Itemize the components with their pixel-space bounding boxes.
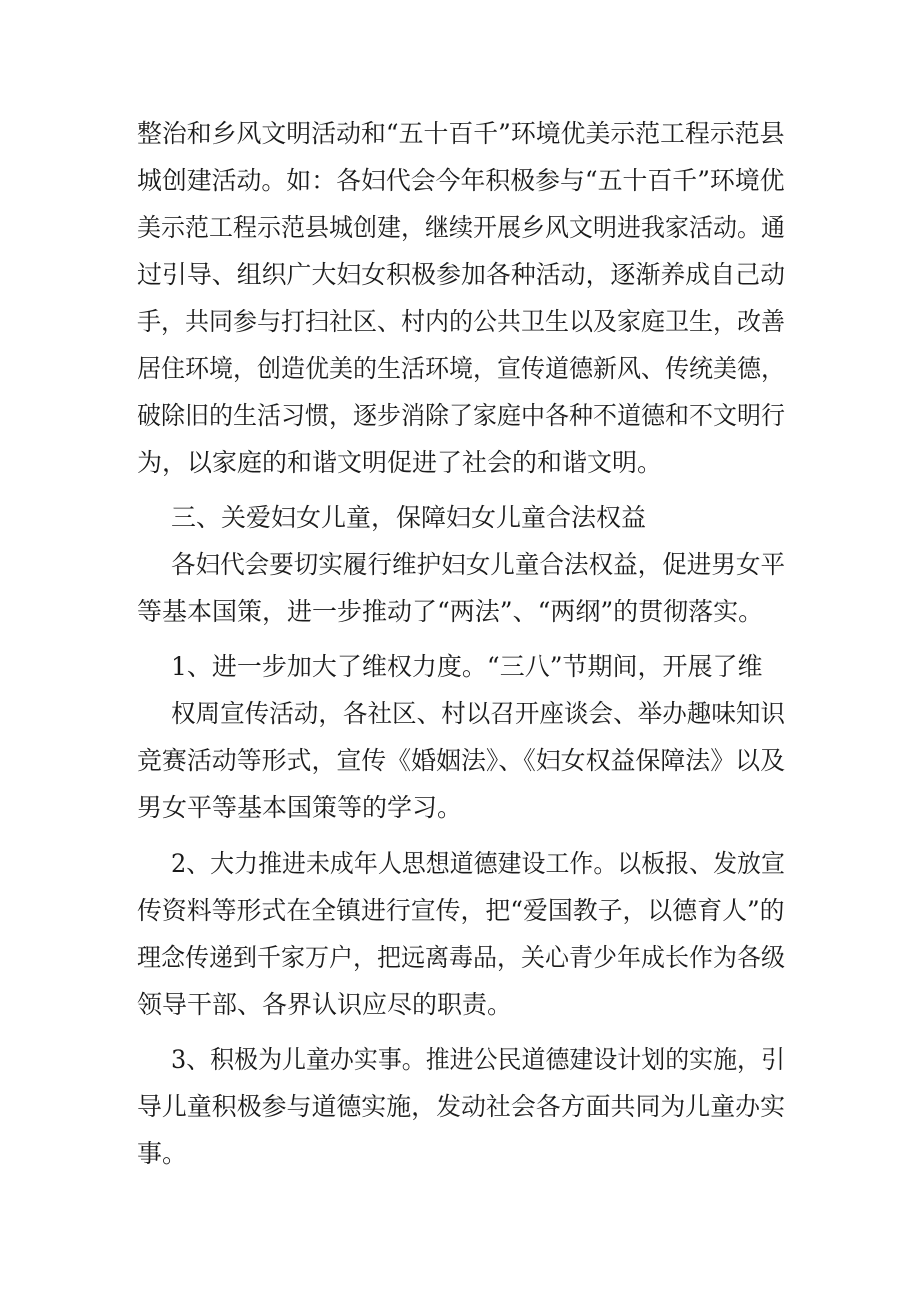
text-line: 各妇代会要切实履行维护妇女儿童合法权益，促进男女平 (171, 550, 786, 579)
text-line: 理念传递到千家万户，把远离毒品，关心青少年成长作为各级 (137, 943, 786, 972)
text-line: 城创建活动。如：各妇代会今年积极参与“五十百千”环境优 (137, 166, 785, 195)
text-line: 等基本国策，进一步推动了“两法”、“两纲”的贯彻落实。 (137, 597, 764, 626)
text-line: 破除旧的生活习惯，逐步消除了家庭中各种不道德和不文明行 (137, 401, 786, 430)
text-line: 为，以家庭的和谐文明促进了社会的和谐文明。 (137, 448, 663, 477)
text-line: 整治和乡风文明活动和“五十百千”环境优美示范工程示范县 (137, 119, 785, 148)
text-line: 2、大力推进未成年人思想道德建设工作。以板报、发放宣 (171, 849, 785, 878)
text-line: 领导干部、各界认识应尽的职责。 (137, 990, 513, 1019)
text-line: 权周宣传活动，各社区、村以召开座谈会、举办趣味知识 (171, 699, 786, 728)
text-line: 过引导、组织广大妇女积极参加各种活动，逐渐养成自己动 (137, 260, 786, 289)
section-heading: 三、关爱妇女儿童，保障妇女儿童合法权益 (171, 503, 647, 532)
text-line: 居住环境，创造优美的生活环境，宣传道德新风、传统美德， (137, 354, 786, 383)
text-line: 导儿童积极参与道德实施，发动社会各方面共同为儿童办实 (137, 1092, 786, 1121)
text-line: 竞赛活动等形式，宣传《婚姻法》、《妇女权益保障法》以及 (137, 746, 786, 775)
text-line: 男女平等基本国策等的学习。 (137, 793, 463, 822)
text-line: 1、进一步加大了维权力度。“三八”节期间，开展了维 (171, 652, 763, 681)
text-line: 事。 (137, 1139, 188, 1168)
text-line: 美示范工程示范县城创建，继续开展乡风文明进我家活动。通 (137, 213, 786, 242)
text-line: 3、积极为儿童办实事。推进公民道德建设计划的实施，引 (171, 1045, 785, 1074)
text-line: 手，共同参与打扫社区、村内的公共卫生以及家庭卫生，改善 (137, 307, 786, 336)
text-line: 传资料等形式在全镇进行宣传，把“爱国教子，以德育人”的 (137, 896, 785, 925)
